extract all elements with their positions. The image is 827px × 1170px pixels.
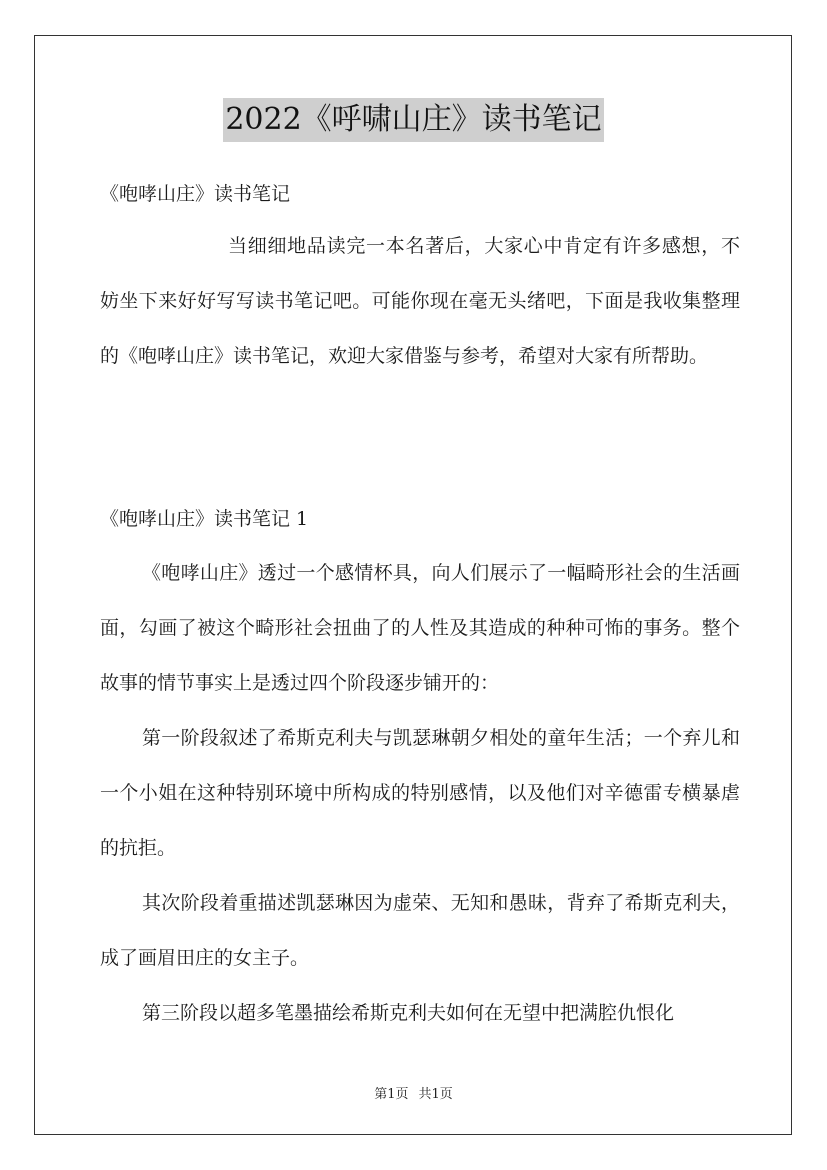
intro-block: [100, 219, 740, 384]
body-paragraph-3: 其次阶段着重描述凯瑟琳因为虚荣、无知和愚昧，背弃了希斯克利夫，成了画眉田庄的女主子。: [100, 892, 740, 969]
intro-paragraph: 当细细地品读完一本名著后，大家心中肯定有许多感想，不妨坐下来好好写写读书笔记吧。可能你现在毫无头绪吧，下面是我收集整理的《咆哮山庄》读书笔记，欢迎大家借鉴与参考，希望对大家有所帮助。: [100, 235, 740, 367]
body-paragraph-1: 《咆哮山庄》透过一个感情杯具，向人们展示了一幅畸形社会的生活画面，勾画了被这个畸形社会扭曲了的人性及其造成的种种可怖的事务。整个故事的情节事实上是透过四个阶段逐步铺开的：: [100, 562, 740, 694]
document-title: 2022《呼啸山庄》读书笔记: [223, 98, 603, 142]
page-total: 共1页: [418, 1087, 453, 1102]
section-body: [100, 546, 740, 1041]
page-number: 第1页: [374, 1087, 409, 1102]
body-paragraph-2: 第一阶段叙述了希斯克利夫与凯瑟琳朝夕相处的童年生活；一个弃儿和一个小姐在这种特别环境中所构成的特别感情，以及他们对辛德雷专横暴虐的抗拒。: [100, 727, 740, 859]
title-row: [0, 98, 827, 142]
page-footer: [0, 1083, 827, 1102]
section-heading: 《咆哮山庄》读书笔记 1: [100, 508, 309, 530]
document-heading: 《咆哮山庄》读书笔记: [100, 183, 291, 205]
body-paragraph-4: 第三阶段以超多笔墨描绘希斯克利夫如何在无望中把满腔仇恨化: [142, 1002, 675, 1024]
